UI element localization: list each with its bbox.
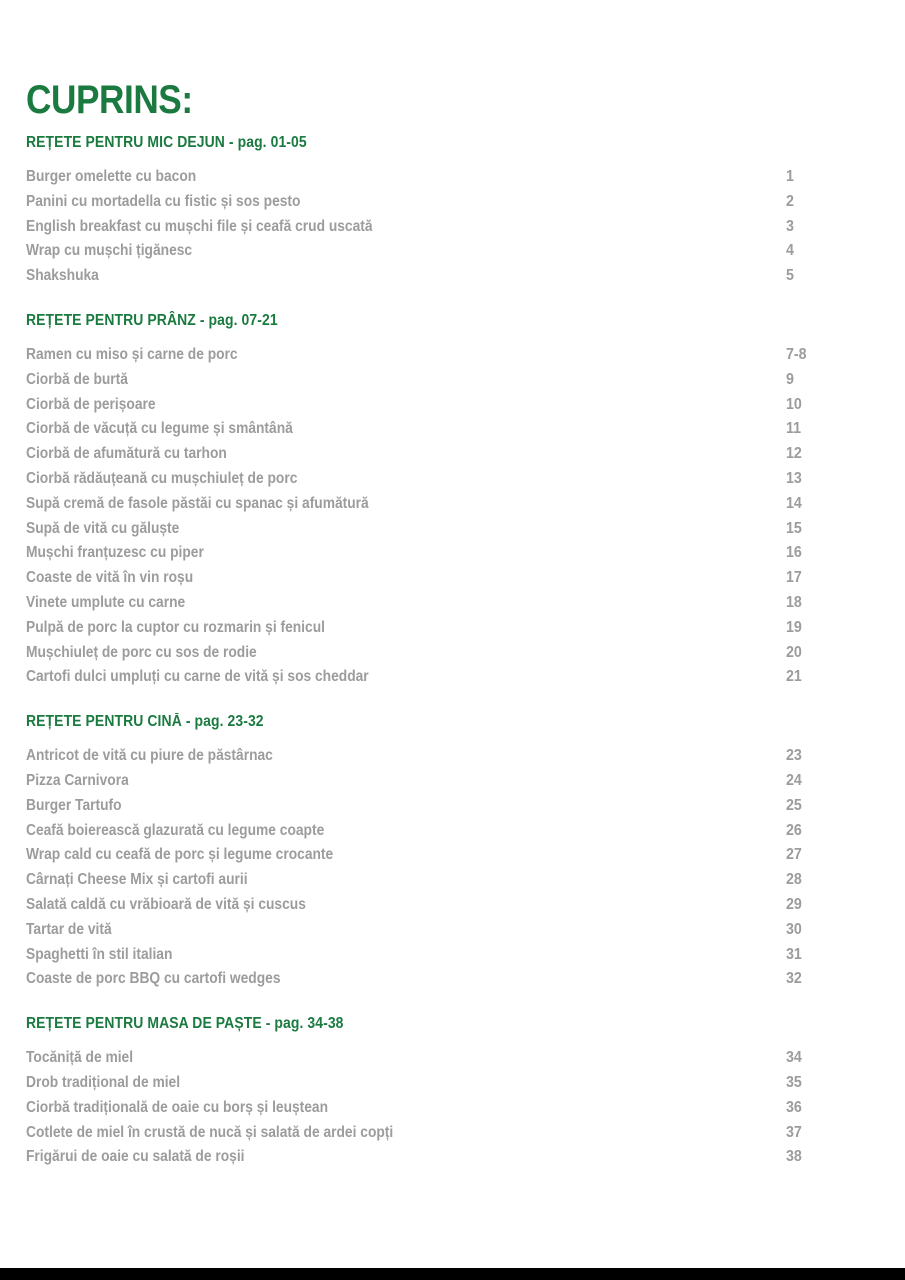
dot-leader bbox=[218, 603, 780, 604]
dot-leader bbox=[428, 226, 780, 227]
toc-entry-page-number: 13 bbox=[786, 469, 802, 487]
toc-entry[interactable] bbox=[26, 566, 836, 591]
toc-entry[interactable] bbox=[26, 442, 836, 467]
dot-leader bbox=[231, 553, 780, 554]
toc-entry[interactable] bbox=[26, 368, 836, 393]
dot-leader bbox=[227, 578, 780, 579]
toc-entry[interactable] bbox=[26, 215, 836, 240]
toc-entry-page-number: 27 bbox=[786, 846, 802, 864]
toc-entry-page-number: 20 bbox=[786, 643, 802, 661]
toc-entry-title: Ciorbă rădăuțeană cu mușchiuleț de porc bbox=[26, 469, 298, 487]
toc-entry[interactable] bbox=[26, 943, 836, 968]
toc-entry-title: Antricot de vită cu piure de păstârnac bbox=[26, 747, 273, 765]
bottom-black-bar bbox=[0, 1268, 905, 1280]
toc-entry-page-number: 23 bbox=[786, 747, 802, 765]
toc-entry-page-number: 16 bbox=[786, 544, 802, 562]
toc-entry-page-number: 14 bbox=[786, 494, 802, 512]
dot-leader bbox=[452, 1132, 780, 1133]
dot-leader bbox=[212, 1083, 780, 1084]
dot-leader bbox=[424, 677, 780, 678]
section-header: REȚETE PENTRU MIC DEJUN - pag. 01-05 bbox=[26, 134, 307, 151]
page-title: CUPRINS: bbox=[26, 78, 193, 122]
dot-leader bbox=[177, 404, 780, 405]
toc-entry-page-number: 21 bbox=[786, 668, 802, 686]
toc-entry-title: Ceafă boierească glazurată cu legume coapte bbox=[26, 821, 325, 839]
toc-entry-page-number: 31 bbox=[786, 945, 802, 963]
toc-entry[interactable] bbox=[26, 467, 836, 492]
toc-entry-page-number: 19 bbox=[786, 618, 802, 636]
toc-entry[interactable] bbox=[26, 343, 836, 368]
toc-entry-page-number: 36 bbox=[786, 1098, 802, 1116]
toc-entry[interactable] bbox=[26, 843, 836, 868]
toc-entry-page-number: 32 bbox=[786, 970, 802, 988]
toc-entry-page-number: 9 bbox=[786, 370, 794, 388]
toc-entry-title: English breakfast cu mușchi file și ceafă crud uscată bbox=[26, 217, 373, 235]
toc-entry[interactable] bbox=[26, 918, 836, 943]
toc-entry-page-number: 29 bbox=[786, 895, 802, 913]
dot-leader bbox=[146, 380, 780, 381]
toc-entry[interactable] bbox=[26, 868, 836, 893]
toc-entry-title: Supă de vită cu găluște bbox=[26, 519, 180, 537]
toc-entry-list bbox=[26, 343, 836, 690]
toc-entry-title: Cârnați Cheese Mix și cartofi aurii bbox=[26, 871, 248, 889]
toc-entry-page-number: 30 bbox=[786, 920, 802, 938]
toc-entry-page-number: 38 bbox=[786, 1148, 802, 1166]
dot-leader bbox=[375, 628, 780, 629]
toc-entry[interactable] bbox=[26, 393, 836, 418]
dot-leader bbox=[339, 202, 780, 203]
toc-entry-title: Mușchi franțuzesc cu piper bbox=[26, 544, 204, 562]
dot-leader bbox=[204, 954, 781, 955]
toc-entry[interactable] bbox=[26, 165, 836, 190]
toc-entry-page-number: 3 bbox=[786, 217, 794, 235]
toc-entry[interactable] bbox=[26, 1071, 836, 1096]
toc-entry-page-number: 25 bbox=[786, 796, 802, 814]
dot-leader bbox=[378, 1108, 780, 1109]
toc-entry-page-number: 24 bbox=[786, 771, 802, 789]
dot-leader bbox=[308, 756, 780, 757]
toc-entry-title: Shakshuka bbox=[26, 267, 99, 285]
toc-entry-page-number: 11 bbox=[786, 420, 802, 438]
toc-entry-title: Pizza Carnivora bbox=[26, 771, 129, 789]
dot-leader bbox=[151, 1058, 780, 1059]
toc-entry-title: Drob tradițional de miel bbox=[26, 1073, 181, 1091]
dot-leader bbox=[339, 429, 780, 430]
toc-entry-page-number: 10 bbox=[786, 395, 802, 413]
toc-entry[interactable] bbox=[26, 264, 836, 289]
toc-entry-page-number: 37 bbox=[786, 1123, 802, 1141]
toc-entry-list bbox=[26, 165, 836, 289]
dot-leader bbox=[113, 276, 780, 277]
dot-leader bbox=[353, 905, 780, 906]
dot-leader bbox=[203, 528, 780, 529]
dot-leader bbox=[146, 781, 780, 782]
toc-entry-list bbox=[26, 744, 836, 992]
toc-entry[interactable] bbox=[26, 417, 836, 442]
toc-entry[interactable] bbox=[26, 1096, 836, 1121]
toc-entry-title: Frigărui de oaie cu salată de roșii bbox=[26, 1148, 245, 1166]
toc-entry[interactable] bbox=[26, 190, 836, 215]
toc-entry-page-number: 1 bbox=[786, 168, 794, 185]
toc-entry[interactable] bbox=[26, 492, 836, 517]
dot-leader bbox=[298, 652, 780, 653]
dot-leader bbox=[424, 504, 780, 505]
toc-entry-page-number: 17 bbox=[786, 569, 802, 587]
toc-entry-title: Salată caldă cu vrăbioară de vită și cuscus bbox=[26, 895, 306, 913]
toc-entry[interactable] bbox=[26, 616, 836, 641]
toc-entry[interactable] bbox=[26, 591, 836, 616]
toc-entry-page-number: 34 bbox=[786, 1049, 802, 1067]
section-header: REȚETE PENTRU MASA DE PAȘTE - pag. 34-38 bbox=[26, 1015, 344, 1033]
toc-entry-page-number: 28 bbox=[786, 871, 802, 889]
toc-entry-title: Burger omelette cu bacon bbox=[26, 168, 197, 185]
toc-entry-title: Supă cremă de fasole păstăi cu spanac și afumătură bbox=[26, 494, 369, 512]
section-header: REȚETE PENTRU PRÂNZ - pag. 07-21 bbox=[26, 311, 278, 329]
toc-entry[interactable] bbox=[26, 541, 836, 566]
toc-entry-page-number: 15 bbox=[786, 519, 802, 537]
toc-entry[interactable] bbox=[26, 641, 836, 666]
toc-entry-page-number: 4 bbox=[786, 242, 794, 260]
toc-entry[interactable] bbox=[26, 517, 836, 542]
toc-entry-title: Ciorbă de burtă bbox=[26, 370, 128, 388]
toc-entry-title: Cartofi dulci umpluți cu carne de vită și sos cheddar bbox=[26, 668, 369, 686]
toc-entry[interactable] bbox=[26, 1145, 836, 1170]
toc-entry-page-number: 7-8 bbox=[786, 345, 807, 363]
toc-entry-title: Coaste de vită în vin roșu bbox=[26, 569, 194, 587]
toc-entry-title: Mușchiuleț de porc cu sos de rodie bbox=[26, 643, 257, 661]
toc-entry-title: Ciorbă de afumătură cu tarhon bbox=[26, 445, 227, 463]
toc-entry[interactable] bbox=[26, 967, 836, 992]
dot-leader bbox=[135, 930, 780, 931]
toc-entry[interactable] bbox=[26, 744, 836, 769]
toc-section bbox=[26, 133, 836, 289]
toc-entry-title: Vinete umplute cu carne bbox=[26, 593, 186, 611]
toc-entry-title: Ciorbă tradițională de oaie cu borș și leuștean bbox=[26, 1098, 329, 1116]
section-header: REȚETE PENTRU CINĂ - pag. 23-32 bbox=[26, 713, 264, 731]
toc-entry-page-number: 18 bbox=[786, 593, 802, 611]
dot-leader bbox=[218, 251, 780, 252]
toc-entry-title: Cotlete de miel în crustă de nucă și salată de ardei copți bbox=[26, 1123, 394, 1141]
toc-entry[interactable] bbox=[26, 769, 836, 794]
toc-entry-page-number: 35 bbox=[786, 1073, 802, 1091]
toc-entry-page-number: 5 bbox=[786, 267, 794, 285]
toc-entry-page-number: 2 bbox=[786, 192, 794, 210]
toc-entry-title: Coaste de porc BBQ cu cartofi wedges bbox=[26, 970, 281, 988]
toc-entry-title: Tartar de vită bbox=[26, 920, 112, 938]
toc-entry[interactable] bbox=[26, 794, 836, 819]
dot-leader bbox=[138, 806, 780, 807]
dot-leader bbox=[374, 830, 780, 831]
toc-entry[interactable] bbox=[26, 893, 836, 918]
toc-entry-title: Ramen cu miso și carne de porc bbox=[26, 345, 238, 363]
sections-container bbox=[26, 133, 836, 1170]
toc-entry[interactable] bbox=[26, 819, 836, 844]
toc-entry-list bbox=[26, 1046, 836, 1170]
toc-entry-title: Spaghetti în stil italian bbox=[26, 945, 173, 963]
toc-entry-title: Panini cu mortadella cu fistic și sos pesto bbox=[26, 192, 301, 210]
table-of-contents bbox=[26, 78, 836, 1170]
dot-leader bbox=[325, 979, 780, 980]
toc-entry-title: Wrap cald cu ceafă de porc și legume crocante bbox=[26, 846, 334, 864]
toc-entry-title: Tocăniță de miel bbox=[26, 1049, 134, 1067]
toc-section bbox=[26, 311, 836, 690]
toc-entry-page-number: 26 bbox=[786, 821, 802, 839]
toc-entry[interactable] bbox=[26, 239, 836, 264]
toc-section bbox=[26, 1014, 836, 1170]
toc-entry-title: Burger Tartufo bbox=[26, 796, 122, 814]
toc-entry[interactable] bbox=[26, 665, 836, 690]
dot-leader bbox=[285, 1157, 780, 1158]
toc-entry-title: Wrap cu mușchi țigănesc bbox=[26, 242, 193, 260]
toc-entry-title: Ciorbă de văcuță cu legume și smântână bbox=[26, 420, 293, 438]
dot-leader bbox=[269, 355, 780, 356]
dot-leader bbox=[222, 177, 780, 178]
dot-leader bbox=[384, 855, 780, 856]
toc-entry-title: Ciorbă de perișoare bbox=[26, 395, 156, 413]
toc-entry[interactable] bbox=[26, 1046, 836, 1071]
dot-leader bbox=[344, 479, 780, 480]
dot-leader bbox=[265, 454, 780, 455]
toc-entry[interactable] bbox=[26, 1121, 836, 1146]
toc-section bbox=[26, 712, 836, 992]
toc-entry-page-number: 12 bbox=[786, 445, 802, 463]
dot-leader bbox=[288, 880, 780, 881]
toc-entry-title: Pulpă de porc la cuptor cu rozmarin și fenicul bbox=[26, 618, 325, 636]
